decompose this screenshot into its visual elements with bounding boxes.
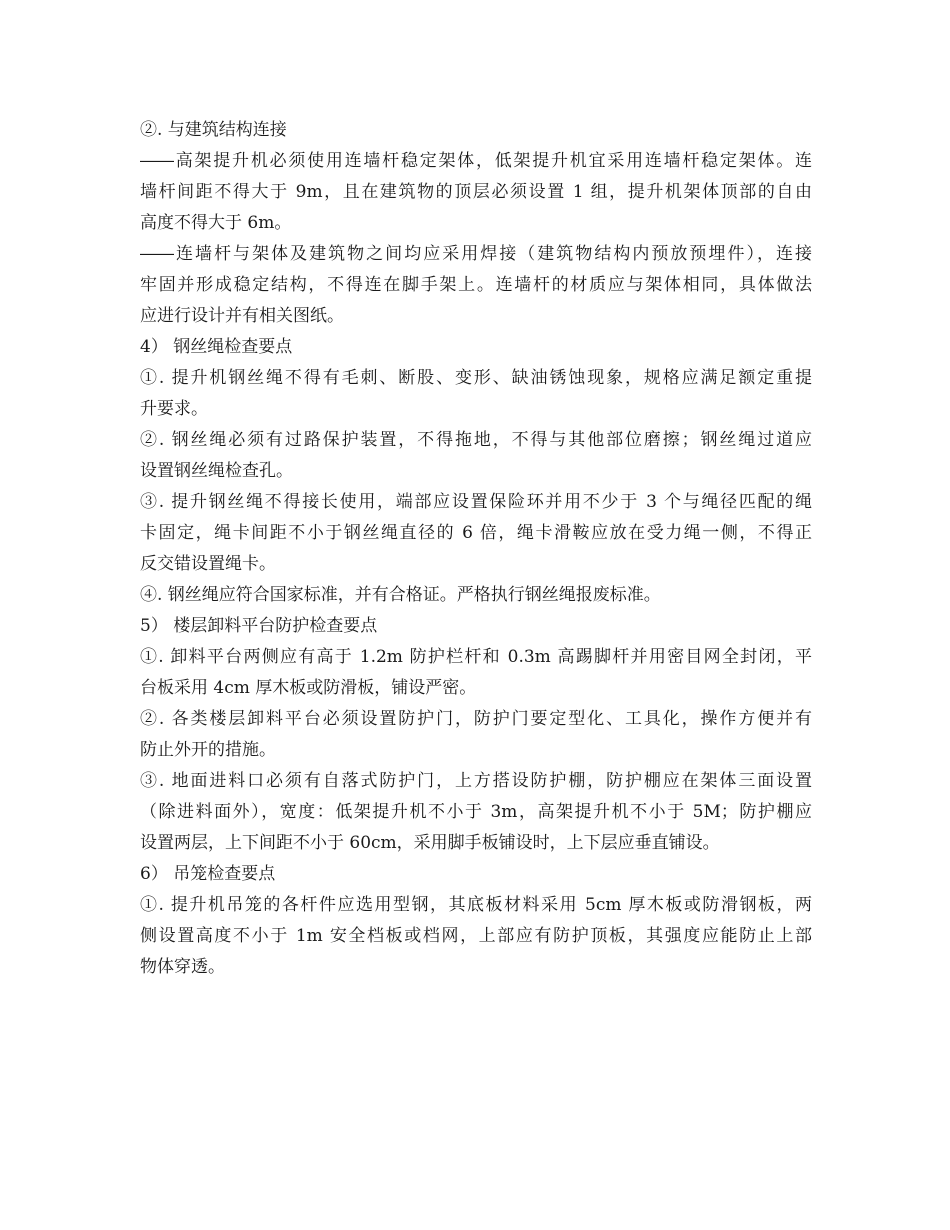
paragraph-line: 设置两层，上下间距不小于 60cm，采用脚手板铺设时，上下层应垂直铺设。 bbox=[140, 833, 720, 853]
paragraph-line: ①. 提升机吊笼的各杆件应选用型钢，其底板材料采用 5cm 厚木板或防滑钢板，两 bbox=[140, 895, 812, 915]
paragraph-line: （除进料面外），宽度：低架提升机不小于 3m，高架提升机不小于 5M；防护棚应 bbox=[140, 802, 812, 822]
paragraph-line: 墙杆间距不得大于 9m，且在建筑物的顶层必须设置 1 组，提升机架体顶部的自由 bbox=[140, 182, 812, 202]
paragraph-line: ②. 钢丝绳必须有过路保护装置，不得拖地，不得与其他部位磨擦；钢丝绳过道应 bbox=[140, 430, 812, 450]
section-heading: ②. 与建筑结构连接 bbox=[140, 120, 287, 140]
paragraph-line: ――高架提升机必须使用连墙杆稳定架体，低架提升机宜采用连墙杆稳定架体。连 bbox=[140, 151, 812, 171]
paragraph-line: 牢固并形成稳定结构，不得连在脚手架上。连墙杆的材质应与架体相同，具体做法 bbox=[140, 275, 812, 295]
paragraph-line: 升要求。 bbox=[140, 399, 208, 419]
section-heading: 4） 钢丝绳检查要点 bbox=[140, 337, 293, 357]
paragraph-line: 卡固定，绳卡间距不小于钢丝绳直径的 6 倍，绳卡滑鞍应放在受力绳一侧，不得正 bbox=[140, 523, 812, 543]
paragraph-line: 反交错设置绳卡。 bbox=[140, 554, 276, 574]
paragraph-line: ③. 地面进料口必须有自落式防护门，上方搭设防护棚，防护棚应在架体三面设置 bbox=[140, 771, 812, 791]
section-heading: 5） 楼层卸料平台防护检查要点 bbox=[140, 616, 378, 636]
paragraph-line: ――连墙杆与架体及建筑物之间均应采用焊接（建筑物结构内预放预埋件），连接 bbox=[140, 244, 812, 264]
paragraph-line: ③. 提升钢丝绳不得接长使用，端部应设置保险环并用不少于 3 个与绳径匹配的绳 bbox=[140, 492, 812, 512]
paragraph-line: 侧设置高度不小于 1m 安全档板或档网，上部应有防护顶板，其强度应能防止上部 bbox=[140, 926, 812, 946]
paragraph-line: ②. 各类楼层卸料平台必须设置防护门，防护门要定型化、工具化，操作方便并有 bbox=[140, 709, 812, 729]
paragraph-line: 台板采用 4cm 厚木板或防滑板，铺设严密。 bbox=[140, 678, 477, 698]
document-body bbox=[140, 115, 812, 983]
section-heading: 6） 吊笼检查要点 bbox=[140, 864, 276, 884]
paragraph-line: 防止外开的措施。 bbox=[140, 740, 276, 760]
paragraph-line: ①. 提升机钢丝绳不得有毛刺、断股、变形、缺油锈蚀现象，规格应满足额定重提 bbox=[140, 368, 812, 388]
paragraph-line: ①. 卸料平台两侧应有高于 1.2m 防护栏杆和 0.3m 高踢脚杆并用密目网全封闭，平 bbox=[140, 647, 812, 667]
paragraph-line: 设置钢丝绳检查孔。 bbox=[140, 461, 293, 481]
paragraph-line: ④. 钢丝绳应符合国家标准，并有合格证。严格执行钢丝绳报废标准。 bbox=[140, 585, 661, 605]
paragraph-line: 高度不得大于 6m。 bbox=[140, 213, 292, 233]
paragraph-line: 应进行设计并有相关图纸。 bbox=[140, 306, 344, 326]
paragraph-line: 物体穿透。 bbox=[140, 957, 225, 977]
